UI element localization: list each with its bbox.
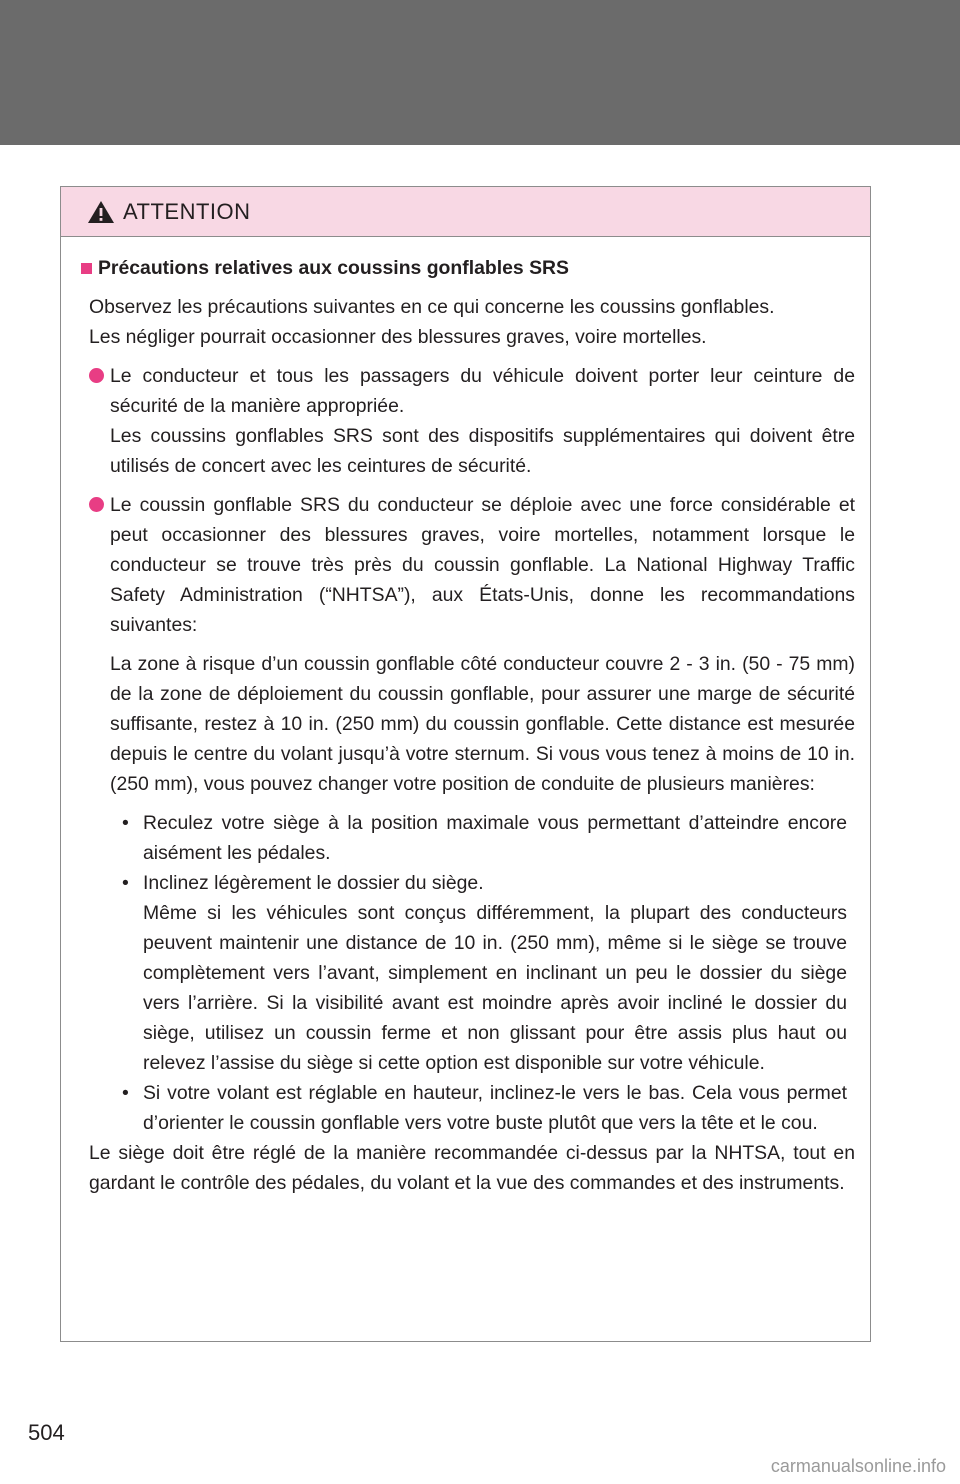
intro [81,292,855,352]
list-item-extra: Même si les véhicules sont conçus différemment, la plupart des conducteurs peuvent maintenir une distance de 10 in. (250 mm), même si le siège se trouve complètement vers l’avant, simplement en inclinant un peu le dossier du siège vers l’arrière. Si la visibilité avant est moindre après avoir incliné le dossier du siège, utilisez un coussin ferme et non glissant pour être assis plus haut ou relevez l’assise du siège si cette option est disponible sur votre véhicule. [143,902,847,1074]
circle-bullet-icon [89,368,104,383]
attention-title: ATTENTION [123,198,251,224]
list-item [122,808,847,868]
list-item [122,1078,847,1138]
intro-paragraph-1: Observez les précautions suivantes en ce qui concerne les coussins gonflables. [89,296,775,318]
bullet-paragraph: Les coussins gonflables SRS sont des dispositifs supplémentaires qui doivent être utilisés de concert avec les ceintures de sécurité. [110,425,855,477]
bullet-paragraph: Le conducteur et tous les passagers du véhicule doivent porter leur ceinture de sécurité de la manière appropriée. [110,365,855,417]
watermark[interactable]: carmanualsonline.info [770,1456,946,1476]
closing-paragraph: Le siège doit être réglé de la manière recommandée ci-dessus par la NHTSA, tout en gardant le contrôle des pédales, du volant et la vue des commandes et des instruments. [89,1142,855,1194]
dot-bullet: • [122,1082,129,1104]
section-title: Précautions relatives aux coussins gonflables SRS [98,257,569,279]
circle-bullet-icon [89,497,104,512]
attention-header [61,187,870,237]
list-item-text: Si votre volant est réglable en hauteur, inclinez-le vers le bas. Cela vous permet d’orienter le coussin gonflable vers votre buste plutôt que vers la tête et le cou. [143,1082,847,1134]
section-heading [81,253,855,283]
page-header-band [0,0,960,145]
list-item-text: Inclinez légèrement le dossier du siège. [143,872,484,894]
list-item-text: Reculez votre siège à la position maximale vous permettant d’atteindre encore aisément les pédales. [143,812,847,864]
bullet-paragraph: Le coussin gonflable SRS du conducteur se déploie avec une force considérable et peut occasionner des blessures graves, voire mortelles, notamment lorsque le conducteur se trouve très près du coussin gonflable. La National Highway Traffic Safety Administration (“NHTSA”), aux États-Unis, donne les recommandations suivantes: [110,494,855,636]
dot-bullet: • [122,872,129,894]
page-number: 504 [28,1420,65,1445]
intro-paragraph-2: Les négliger pourrait occasionner des blessures graves, voire mortelles. [89,326,707,348]
dot-bullet: • [122,812,129,834]
attention-box [60,186,871,1342]
attention-body [61,237,870,1198]
bullet-item-driver-airbag [81,490,855,1198]
warning-triangle-icon [87,200,115,224]
dash-list [110,808,855,1138]
list-item [122,868,847,1078]
bullet-paragraph: La zone à risque d’un coussin gonflable côté conducteur couvre 2 - 3 in. (50 - 75 mm) de la zone de déploiement du coussin gonflable, pour assurer une marge de sécurité suffisante, restez à 10 in. (250 mm) du coussin gonflable. Cette distance est mesurée depuis le centre du volant jusqu’à votre sternum. Si vous vous tenez à moins de 10 in. (250 mm), vous pouvez changer votre position de conduite de plusieurs manières: [110,653,855,795]
square-bullet-icon [81,263,92,274]
bullet-item-seatbelt [81,361,855,481]
